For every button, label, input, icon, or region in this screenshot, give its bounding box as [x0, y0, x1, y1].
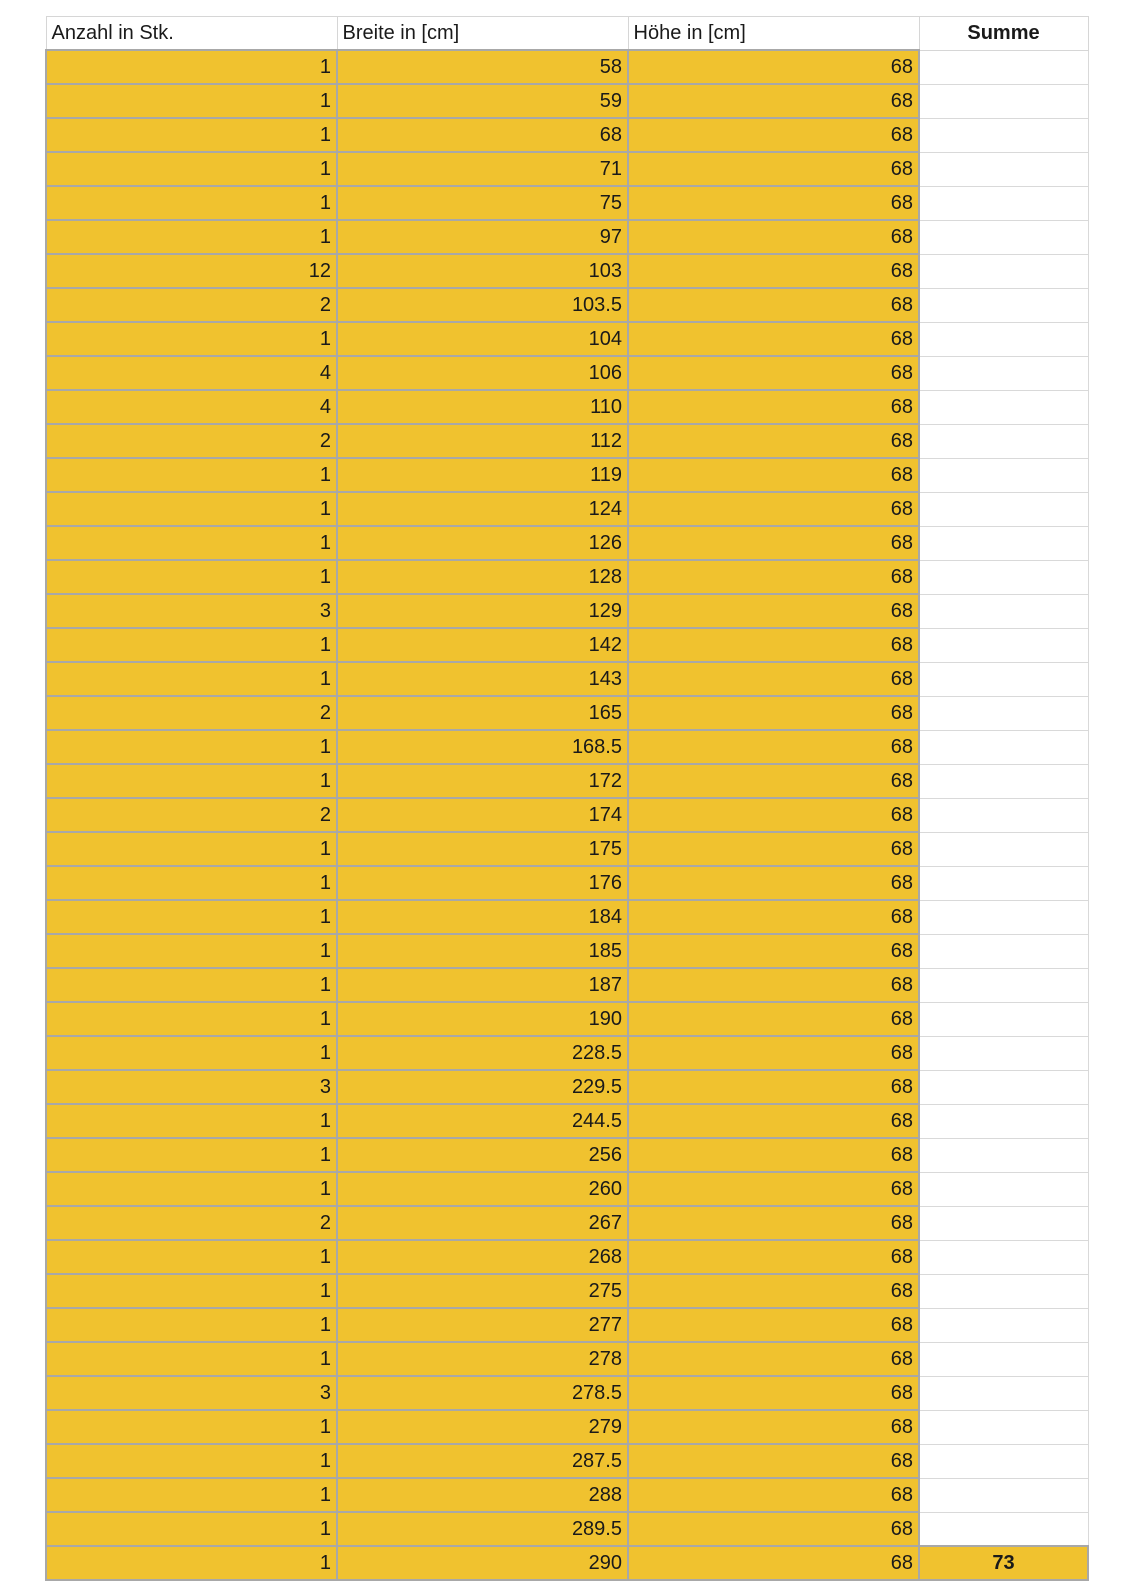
- table-row: [46, 424, 1088, 458]
- cell-summe-empty[interactable]: [919, 424, 1088, 458]
- table-row: [46, 764, 1088, 798]
- cell-summe-empty[interactable]: [919, 1478, 1088, 1512]
- cell-anzahl[interactable]: 1: [46, 220, 337, 254]
- cell-breite[interactable]: 110: [337, 390, 628, 424]
- table-row: [46, 526, 1088, 560]
- table-row: [46, 1070, 1088, 1104]
- cell-breite[interactable]: 256: [337, 1138, 628, 1172]
- cell-breite[interactable]: 75: [337, 186, 628, 220]
- cell-anzahl[interactable]: 1: [46, 1274, 337, 1308]
- cell-hoehe[interactable]: 68: [628, 84, 919, 118]
- header-hoehe[interactable]: Höhe in [cm]: [628, 17, 919, 51]
- cell-hoehe[interactable]: 68: [628, 934, 919, 968]
- table-row: [46, 1444, 1088, 1478]
- table-row: [46, 254, 1088, 288]
- cell-anzahl[interactable]: 2: [46, 696, 337, 730]
- cell-hoehe[interactable]: 68: [628, 1308, 919, 1342]
- cell-hoehe[interactable]: 68: [628, 152, 919, 186]
- cell-anzahl[interactable]: 1: [46, 900, 337, 934]
- cell-anzahl[interactable]: 2: [46, 288, 337, 322]
- cell-breite[interactable]: 175: [337, 832, 628, 866]
- cell-summe-empty[interactable]: [919, 968, 1088, 1002]
- cell-breite[interactable]: 168.5: [337, 730, 628, 764]
- cell-summe-empty[interactable]: [919, 390, 1088, 424]
- cell-summe-empty[interactable]: [919, 1002, 1088, 1036]
- table-row: [46, 390, 1088, 424]
- table-row: [46, 1478, 1088, 1512]
- table-row: [46, 356, 1088, 390]
- table-row: [46, 1342, 1088, 1376]
- cell-anzahl[interactable]: 1: [46, 730, 337, 764]
- cell-breite[interactable]: 289.5: [337, 1512, 628, 1546]
- cell-breite[interactable]: 279: [337, 1410, 628, 1444]
- table-row: [46, 1172, 1088, 1206]
- cell-summe-empty[interactable]: [919, 1444, 1088, 1478]
- cell-summe-empty[interactable]: [919, 526, 1088, 560]
- cell-anzahl[interactable]: 1: [46, 1410, 337, 1444]
- cell-anzahl[interactable]: 1: [46, 1138, 337, 1172]
- cell-anzahl[interactable]: 1: [46, 1172, 337, 1206]
- cell-anzahl[interactable]: 1: [46, 1002, 337, 1036]
- cell-summe-total[interactable]: 73: [919, 1546, 1088, 1580]
- table-row: [46, 1036, 1088, 1070]
- cell-hoehe[interactable]: 68: [628, 1410, 919, 1444]
- cell-hoehe[interactable]: 68: [628, 560, 919, 594]
- cell-hoehe[interactable]: 68: [628, 730, 919, 764]
- table-row: [46, 1546, 1088, 1580]
- cell-summe-empty[interactable]: [919, 730, 1088, 764]
- cell-hoehe[interactable]: 68: [628, 186, 919, 220]
- cell-hoehe[interactable]: 68: [628, 968, 919, 1002]
- cell-anzahl[interactable]: 1: [46, 84, 337, 118]
- cell-summe-empty[interactable]: [919, 1206, 1088, 1240]
- cell-summe-empty[interactable]: [919, 84, 1088, 118]
- cell-hoehe[interactable]: 68: [628, 662, 919, 696]
- cell-hoehe[interactable]: 68: [628, 390, 919, 424]
- cell-breite[interactable]: 124: [337, 492, 628, 526]
- cell-anzahl[interactable]: 1: [46, 526, 337, 560]
- cell-breite[interactable]: 268: [337, 1240, 628, 1274]
- table-row: [46, 118, 1088, 152]
- table-row: [46, 934, 1088, 968]
- cell-summe-empty[interactable]: [919, 458, 1088, 492]
- cell-summe-empty[interactable]: [919, 832, 1088, 866]
- table-row: [46, 152, 1088, 186]
- cell-breite[interactable]: 176: [337, 866, 628, 900]
- cell-summe-empty[interactable]: [919, 1036, 1088, 1070]
- table-row: [46, 662, 1088, 696]
- cell-breite[interactable]: 244.5: [337, 1104, 628, 1138]
- table-row: [46, 1002, 1088, 1036]
- cell-breite[interactable]: 228.5: [337, 1036, 628, 1070]
- cell-anzahl[interactable]: 1: [46, 118, 337, 152]
- cell-anzahl[interactable]: 1: [46, 1478, 337, 1512]
- cell-summe-empty[interactable]: [919, 1138, 1088, 1172]
- cell-anzahl[interactable]: 1: [46, 866, 337, 900]
- cell-summe-empty[interactable]: [919, 288, 1088, 322]
- cell-anzahl[interactable]: 1: [46, 764, 337, 798]
- table-body: [46, 50, 1088, 1580]
- cell-breite[interactable]: 59: [337, 84, 628, 118]
- cell-summe-empty[interactable]: [919, 1342, 1088, 1376]
- cell-breite[interactable]: 185: [337, 934, 628, 968]
- cell-anzahl[interactable]: 1: [46, 1240, 337, 1274]
- cell-anzahl[interactable]: 2: [46, 1206, 337, 1240]
- cell-breite[interactable]: 290: [337, 1546, 628, 1580]
- cell-anzahl[interactable]: 2: [46, 798, 337, 832]
- header-summe[interactable]: Summe: [919, 17, 1088, 51]
- cell-hoehe[interactable]: 68: [628, 50, 919, 84]
- cell-breite[interactable]: 119: [337, 458, 628, 492]
- cell-breite[interactable]: 174: [337, 798, 628, 832]
- cell-anzahl[interactable]: 1: [46, 186, 337, 220]
- cell-anzahl[interactable]: 1: [46, 492, 337, 526]
- cell-hoehe[interactable]: 68: [628, 1376, 919, 1410]
- cell-summe-empty[interactable]: [919, 662, 1088, 696]
- cell-summe-empty[interactable]: [919, 900, 1088, 934]
- cell-hoehe[interactable]: 68: [628, 1512, 919, 1546]
- table-row: [46, 696, 1088, 730]
- table-row: [46, 1104, 1088, 1138]
- header-row: [46, 17, 1088, 51]
- table-row: [46, 1206, 1088, 1240]
- table-row: [46, 798, 1088, 832]
- cell-hoehe[interactable]: 68: [628, 526, 919, 560]
- cell-breite[interactable]: 187: [337, 968, 628, 1002]
- table-row: [46, 866, 1088, 900]
- table-row: [46, 288, 1088, 322]
- cell-breite[interactable]: 143: [337, 662, 628, 696]
- cell-anzahl[interactable]: 1: [46, 662, 337, 696]
- cell-hoehe[interactable]: 68: [628, 492, 919, 526]
- cell-summe-empty[interactable]: [919, 1070, 1088, 1104]
- cell-summe-empty[interactable]: [919, 186, 1088, 220]
- cell-breite[interactable]: 278.5: [337, 1376, 628, 1410]
- cell-hoehe[interactable]: 68: [628, 424, 919, 458]
- cell-summe-empty[interactable]: [919, 696, 1088, 730]
- cell-anzahl[interactable]: 4: [46, 356, 337, 390]
- cell-breite[interactable]: 128: [337, 560, 628, 594]
- cell-summe-empty[interactable]: [919, 1172, 1088, 1206]
- table-row: [46, 50, 1088, 84]
- cell-summe-empty[interactable]: [919, 764, 1088, 798]
- cell-breite[interactable]: 277: [337, 1308, 628, 1342]
- cell-summe-empty[interactable]: [919, 1240, 1088, 1274]
- cell-breite[interactable]: 97: [337, 220, 628, 254]
- table-row: [46, 730, 1088, 764]
- table-row: [46, 84, 1088, 118]
- cell-hoehe[interactable]: 68: [628, 118, 919, 152]
- cell-anzahl[interactable]: 3: [46, 1376, 337, 1410]
- cell-breite[interactable]: 278: [337, 1342, 628, 1376]
- cell-hoehe[interactable]: 68: [628, 288, 919, 322]
- cell-hoehe[interactable]: 68: [628, 594, 919, 628]
- cell-summe-empty[interactable]: [919, 1104, 1088, 1138]
- table-row: [46, 1138, 1088, 1172]
- cell-summe-empty[interactable]: [919, 798, 1088, 832]
- cell-hoehe[interactable]: 68: [628, 1172, 919, 1206]
- table-row: [46, 832, 1088, 866]
- table-row: [46, 458, 1088, 492]
- header-breite[interactable]: Breite in [cm]: [337, 17, 628, 51]
- cell-anzahl[interactable]: 1: [46, 1036, 337, 1070]
- cell-summe-empty[interactable]: [919, 1376, 1088, 1410]
- table-row: [46, 594, 1088, 628]
- cell-breite[interactable]: 129: [337, 594, 628, 628]
- cell-breite[interactable]: 104: [337, 322, 628, 356]
- cell-hoehe[interactable]: 68: [628, 254, 919, 288]
- cell-hoehe[interactable]: 68: [628, 798, 919, 832]
- cell-hoehe[interactable]: 68: [628, 1274, 919, 1308]
- cell-breite[interactable]: 106: [337, 356, 628, 390]
- cell-summe-empty[interactable]: [919, 356, 1088, 390]
- cell-anzahl[interactable]: 1: [46, 628, 337, 662]
- table-row: [46, 220, 1088, 254]
- table-row: [46, 1512, 1088, 1546]
- cell-anzahl[interactable]: 4: [46, 390, 337, 424]
- cell-summe-empty[interactable]: [919, 1308, 1088, 1342]
- cell-breite[interactable]: 229.5: [337, 1070, 628, 1104]
- table-row: [46, 1308, 1088, 1342]
- cell-anzahl[interactable]: 1: [46, 1308, 337, 1342]
- cell-anzahl[interactable]: 1: [46, 458, 337, 492]
- table-row: [46, 322, 1088, 356]
- cell-hoehe[interactable]: 68: [628, 832, 919, 866]
- cell-anzahl[interactable]: 1: [46, 1342, 337, 1376]
- table-row: [46, 1274, 1088, 1308]
- cell-hoehe[interactable]: 68: [628, 764, 919, 798]
- table-row: [46, 900, 1088, 934]
- cell-anzahl[interactable]: 1: [46, 1104, 337, 1138]
- spreadsheet-table: [45, 16, 1089, 1581]
- table-row: [46, 1240, 1088, 1274]
- cell-breite[interactable]: 126: [337, 526, 628, 560]
- cell-breite[interactable]: 165: [337, 696, 628, 730]
- cell-hoehe[interactable]: 68: [628, 866, 919, 900]
- cell-breite[interactable]: 68: [337, 118, 628, 152]
- cell-breite[interactable]: 112: [337, 424, 628, 458]
- cell-hoehe[interactable]: 68: [628, 1002, 919, 1036]
- cell-breite[interactable]: 288: [337, 1478, 628, 1512]
- cell-summe-empty[interactable]: [919, 220, 1088, 254]
- cell-breite[interactable]: 103.5: [337, 288, 628, 322]
- cell-breite[interactable]: 58: [337, 50, 628, 84]
- cell-breite[interactable]: 142: [337, 628, 628, 662]
- cell-anzahl[interactable]: 3: [46, 1070, 337, 1104]
- table-row: [46, 492, 1088, 526]
- cell-hoehe[interactable]: 68: [628, 1444, 919, 1478]
- cell-hoehe[interactable]: 68: [628, 1206, 919, 1240]
- cell-anzahl[interactable]: 1: [46, 322, 337, 356]
- table-row: [46, 560, 1088, 594]
- cell-hoehe[interactable]: 68: [628, 1478, 919, 1512]
- cell-summe-empty[interactable]: [919, 628, 1088, 662]
- cell-summe-empty[interactable]: [919, 934, 1088, 968]
- cell-breite[interactable]: 260: [337, 1172, 628, 1206]
- cell-summe-empty[interactable]: [919, 866, 1088, 900]
- table-row: [46, 1376, 1088, 1410]
- cell-anzahl[interactable]: 1: [46, 152, 337, 186]
- cell-hoehe[interactable]: 68: [628, 1104, 919, 1138]
- cell-summe-empty[interactable]: [919, 492, 1088, 526]
- cell-summe-empty[interactable]: [919, 560, 1088, 594]
- cell-anzahl[interactable]: 3: [46, 594, 337, 628]
- cell-hoehe[interactable]: 68: [628, 458, 919, 492]
- cell-summe-empty[interactable]: [919, 152, 1088, 186]
- cell-summe-empty[interactable]: [919, 118, 1088, 152]
- cell-anzahl[interactable]: 1: [46, 934, 337, 968]
- cell-hoehe[interactable]: 68: [628, 1138, 919, 1172]
- cell-anzahl[interactable]: 1: [46, 1512, 337, 1546]
- header-anzahl[interactable]: Anzahl in Stk.: [46, 17, 337, 51]
- cell-breite[interactable]: 287.5: [337, 1444, 628, 1478]
- cell-hoehe[interactable]: 68: [628, 1546, 919, 1580]
- cell-summe-empty[interactable]: [919, 1274, 1088, 1308]
- cell-hoehe[interactable]: 68: [628, 1036, 919, 1070]
- cell-hoehe[interactable]: 68: [628, 1342, 919, 1376]
- cell-breite[interactable]: 190: [337, 1002, 628, 1036]
- cell-hoehe[interactable]: 68: [628, 1240, 919, 1274]
- cell-summe-empty[interactable]: [919, 1410, 1088, 1444]
- cell-hoehe[interactable]: 68: [628, 356, 919, 390]
- cell-anzahl[interactable]: 1: [46, 832, 337, 866]
- table-row: [46, 186, 1088, 220]
- cell-hoehe[interactable]: 68: [628, 696, 919, 730]
- cell-anzahl[interactable]: 1: [46, 1546, 337, 1580]
- cell-summe-empty[interactable]: [919, 594, 1088, 628]
- cell-hoehe[interactable]: 68: [628, 220, 919, 254]
- table-row: [46, 1410, 1088, 1444]
- cell-anzahl[interactable]: 12: [46, 254, 337, 288]
- cell-anzahl[interactable]: 1: [46, 560, 337, 594]
- cell-summe-empty[interactable]: [919, 254, 1088, 288]
- cell-breite[interactable]: 103: [337, 254, 628, 288]
- cell-anzahl[interactable]: 2: [46, 424, 337, 458]
- cell-hoehe[interactable]: 68: [628, 1070, 919, 1104]
- table-row: [46, 628, 1088, 662]
- cell-summe-empty[interactable]: [919, 1512, 1088, 1546]
- cell-anzahl[interactable]: 1: [46, 50, 337, 84]
- table-row: [46, 968, 1088, 1002]
- cell-breite[interactable]: 275: [337, 1274, 628, 1308]
- cell-summe-empty[interactable]: [919, 322, 1088, 356]
- cell-hoehe[interactable]: 68: [628, 628, 919, 662]
- cell-breite[interactable]: 71: [337, 152, 628, 186]
- cell-hoehe[interactable]: 68: [628, 900, 919, 934]
- cell-summe-empty[interactable]: [919, 50, 1088, 84]
- cell-breite[interactable]: 184: [337, 900, 628, 934]
- cell-anzahl[interactable]: 1: [46, 968, 337, 1002]
- cell-anzahl[interactable]: 1: [46, 1444, 337, 1478]
- cell-breite[interactable]: 267: [337, 1206, 628, 1240]
- cell-breite[interactable]: 172: [337, 764, 628, 798]
- cell-hoehe[interactable]: 68: [628, 322, 919, 356]
